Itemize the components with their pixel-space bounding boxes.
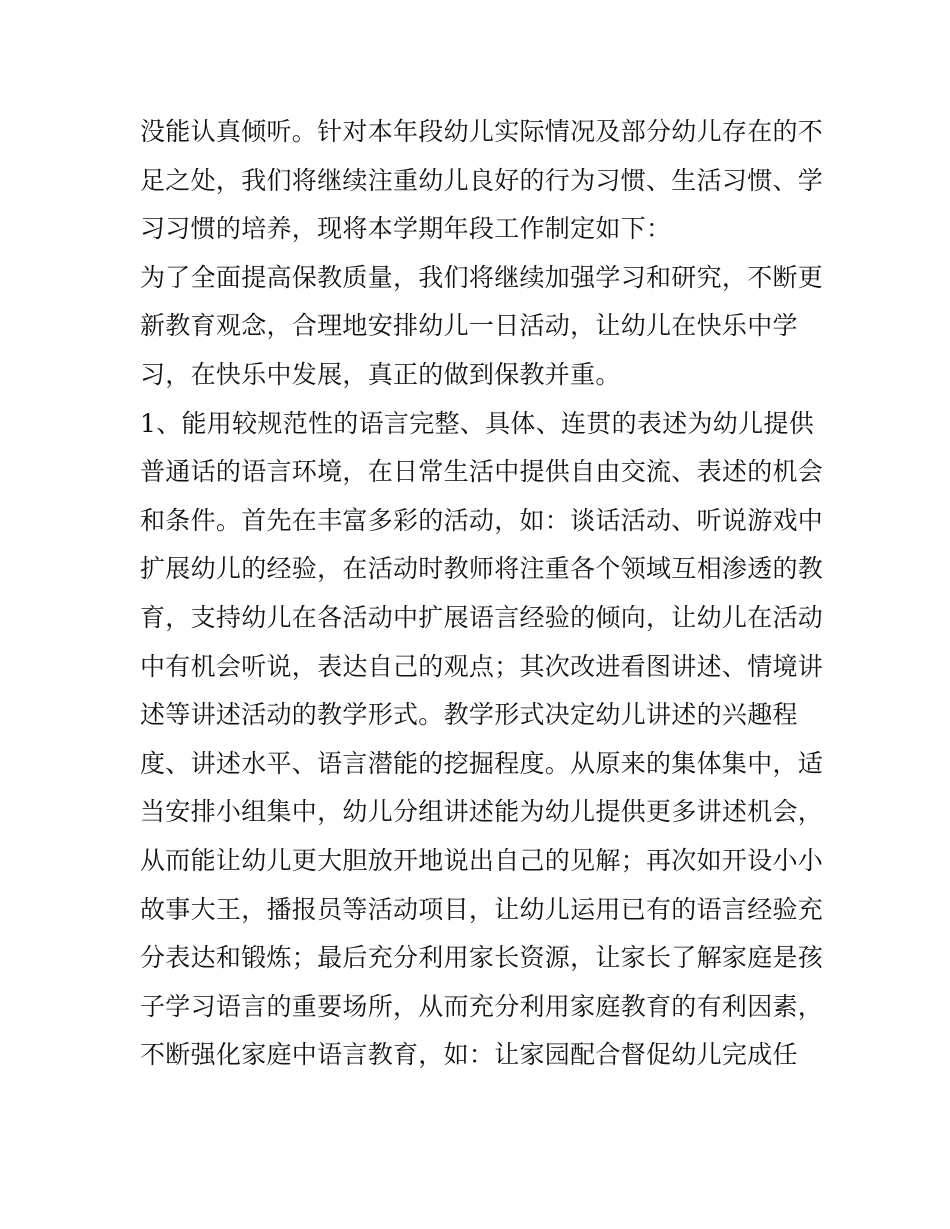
- paragraph-2: [140, 254, 824, 400]
- text-line: 不断强化家庭中语言教育，如：让家园配合督促幼儿完成任: [140, 1040, 798, 1070]
- text-line: 中有机会听说，表达自己的观点；其次改进看图讲述、情境讲: [140, 651, 824, 681]
- text-line: 习习惯的培养，现将本学期年段工作制定如下：: [140, 214, 672, 244]
- text-line: 普通话的语言环境，在日常生活中提供自由交流、表述的机会: [140, 457, 824, 487]
- text-line: 分表达和锻炼；最后充分利用家长资源，让家长了解家庭是孩: [140, 943, 824, 973]
- text-line: 育，支持幼儿在各活动中扩展语言经验的倾向，让幼儿在活动: [140, 602, 824, 632]
- paragraph-3: [140, 400, 824, 1080]
- text-line: 和条件。首先在丰富多彩的活动，如：谈话活动、听说游戏中: [140, 505, 824, 535]
- text-line: 子学习语言的重要场所，从而充分利用家庭教育的有利因素，: [140, 991, 824, 1021]
- text-line: 为了全面提高保教质量，我们将继续加强学习和研究，不断更: [140, 262, 824, 292]
- text-line: 从而能让幼儿更大胆放开地说出自己的见解；再次如开设小小: [140, 845, 824, 875]
- text-line: 习，在快乐中发展，真正的做到保教并重。: [140, 359, 621, 389]
- text-line: 度、讲述水平、语言潜能的挖掘程度。从原来的集体集中，适: [140, 748, 824, 778]
- text-line: 足之处，我们将继续注重幼儿良好的行为习惯、生活习惯、学: [140, 165, 824, 195]
- text-line: 新教育观念，合理地安排幼儿一日活动，让幼儿在快乐中学: [140, 311, 798, 341]
- text-line: 当安排小组集中，幼儿分组讲述能为幼儿提供更多讲述机会，: [140, 797, 824, 827]
- document-body: [140, 108, 824, 1080]
- text-line: 述等讲述活动的教学形式。教学形式决定幼儿讲述的兴趣程: [140, 700, 798, 730]
- text-line: 扩展幼儿的经验，在活动时教师将注重各个领域互相渗透的教: [140, 554, 824, 584]
- paragraph-1: [140, 108, 824, 254]
- text-line: 1、能用较规范性的语言完整、具体、连贯的表述为幼儿提供: [140, 408, 815, 438]
- text-line: 故事大王，播报员等活动项目，让幼儿运用已有的语言经验充: [140, 894, 824, 924]
- text-line: 没能认真倾听。针对本年段幼儿实际情况及部分幼儿存在的不: [140, 117, 824, 146]
